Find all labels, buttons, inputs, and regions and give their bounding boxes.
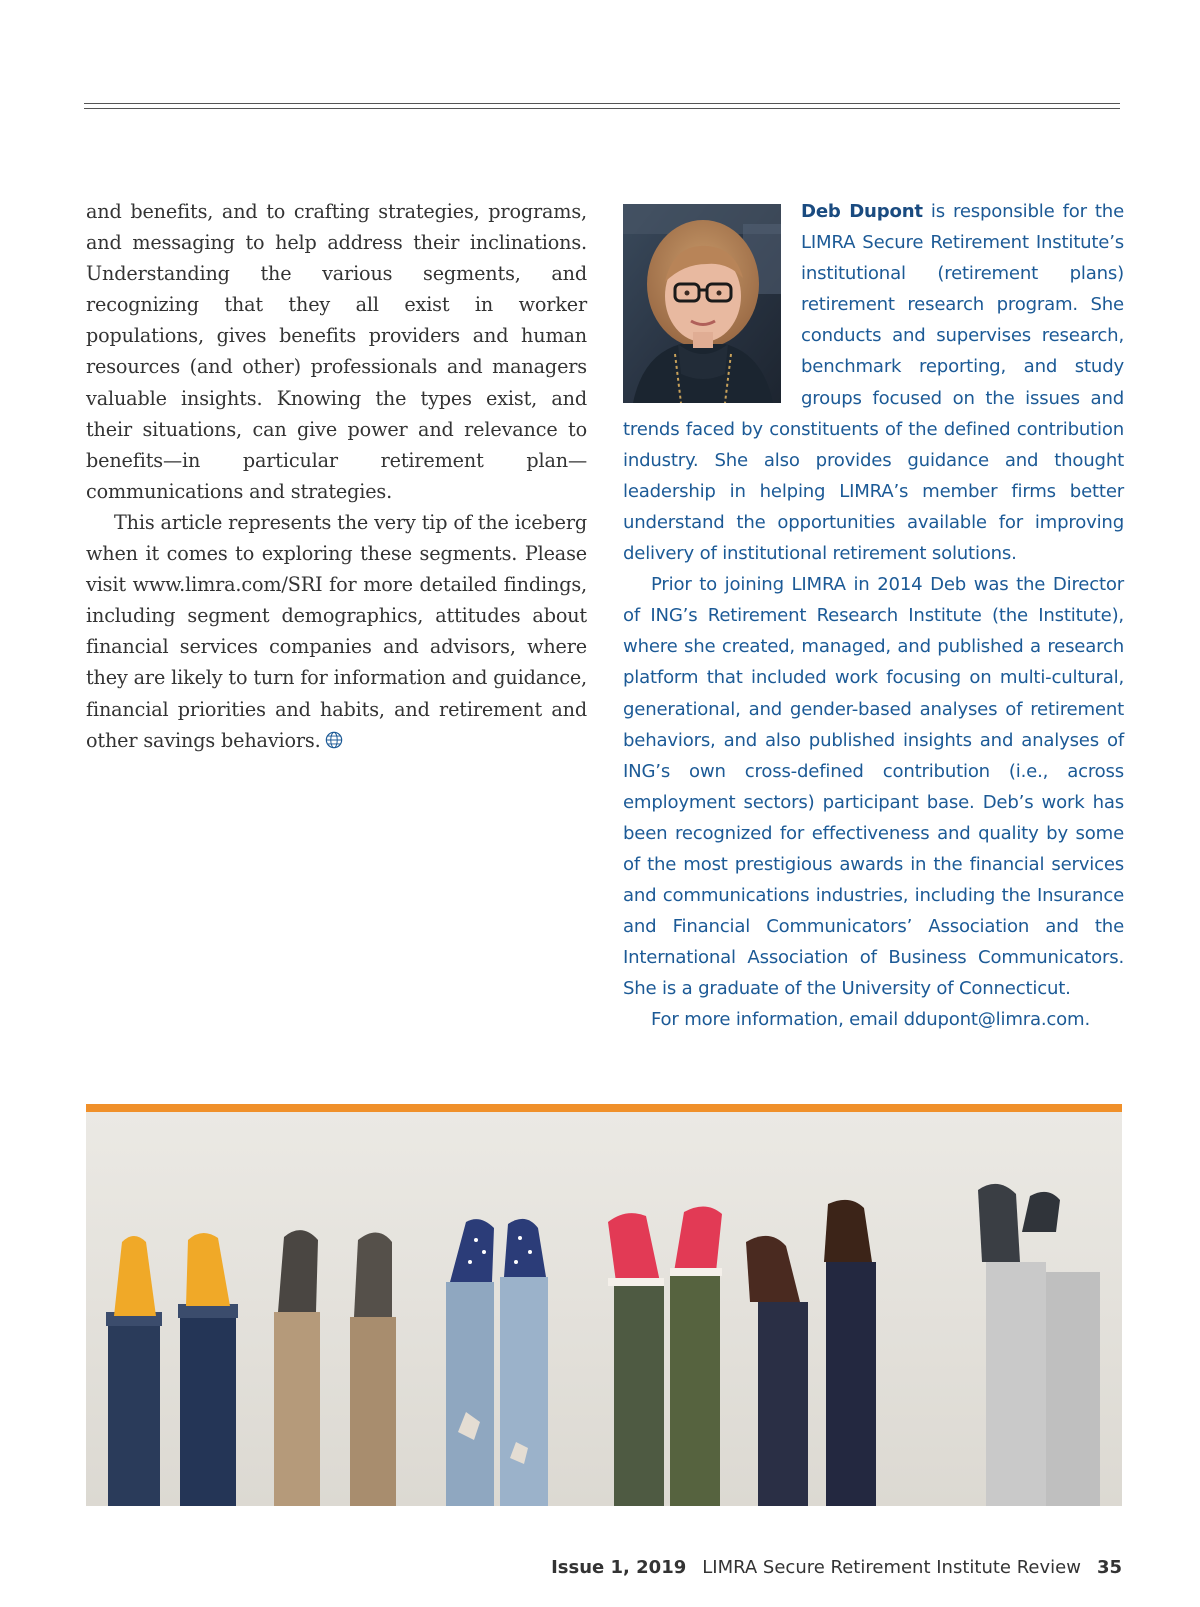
globe-icon [325, 731, 343, 749]
issue-label: Issue 1, 2019 [551, 1557, 687, 1578]
header-rule-top [84, 103, 1120, 104]
article-paragraph [86, 507, 587, 756]
bio-contact: For more information, email ddupont@limra.com. [651, 1009, 1091, 1031]
legs-photo [86, 1112, 1122, 1506]
article-paragraph-text: This article represents the very tip of the iceberg when it comes to exploring these segments. Please visit www.limra.com/SRI for more detailed findings, including segment demographics, attitudes about financial services companies and advisors, where they are likely to turn for information and guidance, financial priorities and habits, and retirement and other savings behaviors. [86, 510, 587, 752]
bio-paragraph: Prior to joining LIMRA in 2014 Deb was the Director of ING’s Retirement Research Institute (the Institute), where she created, managed, and published a research platform that included work focusing on multi-cultural, generational, and gender-based analyses of retirement behaviors, and also published insights and analyses of ING’s own cross-defined contribution (i.e., across employment sectors) participant base. Deb’s work has been recognized for effectiveness and quality by some of the most prestigious awards in the financial services and communications industries, including the Insurance and Financial Communicators’ Association and the International Association of Business Communicators. She is a graduate of the University of Connecticut. [623, 574, 1124, 1000]
article-paragraph: and benefits, and to crafting strategies, programs, and messaging to help address their inclinations. Understanding the various segments, and recognizing that they all exist in worker populations, gives benefits providers and human resources (and other) professionals and managers valuable insights. Knowing the types exist, and their situations, can give power and relevance to benefits—in particular retirement plan—communications and strategies. [86, 200, 587, 503]
author-name: Deb Dupont [801, 201, 923, 222]
header-rule-bottom [84, 108, 1120, 109]
page-footer [551, 1557, 1122, 1583]
article-column [86, 196, 587, 756]
publication-title: LIMRA Secure Retirement Institute Review [702, 1557, 1081, 1578]
page-number: 35 [1096, 1557, 1122, 1578]
author-bio [623, 196, 1124, 1036]
bio-text: is responsible for the LIMRA Secure Retirement Institute’s institutional (retirement plans) retirement research program. She conducts and supervises research, benchmark reporting, and study groups focused on the issues and trends faced by constituents of the defined contribution industry. She also provides guidance and thought leadership in helping LIMRA’s member firms better understand the opportunities available for improving delivery of institutional retirement solutions. [623, 201, 1125, 565]
author-portrait [623, 204, 781, 403]
accent-bar [86, 1104, 1122, 1112]
